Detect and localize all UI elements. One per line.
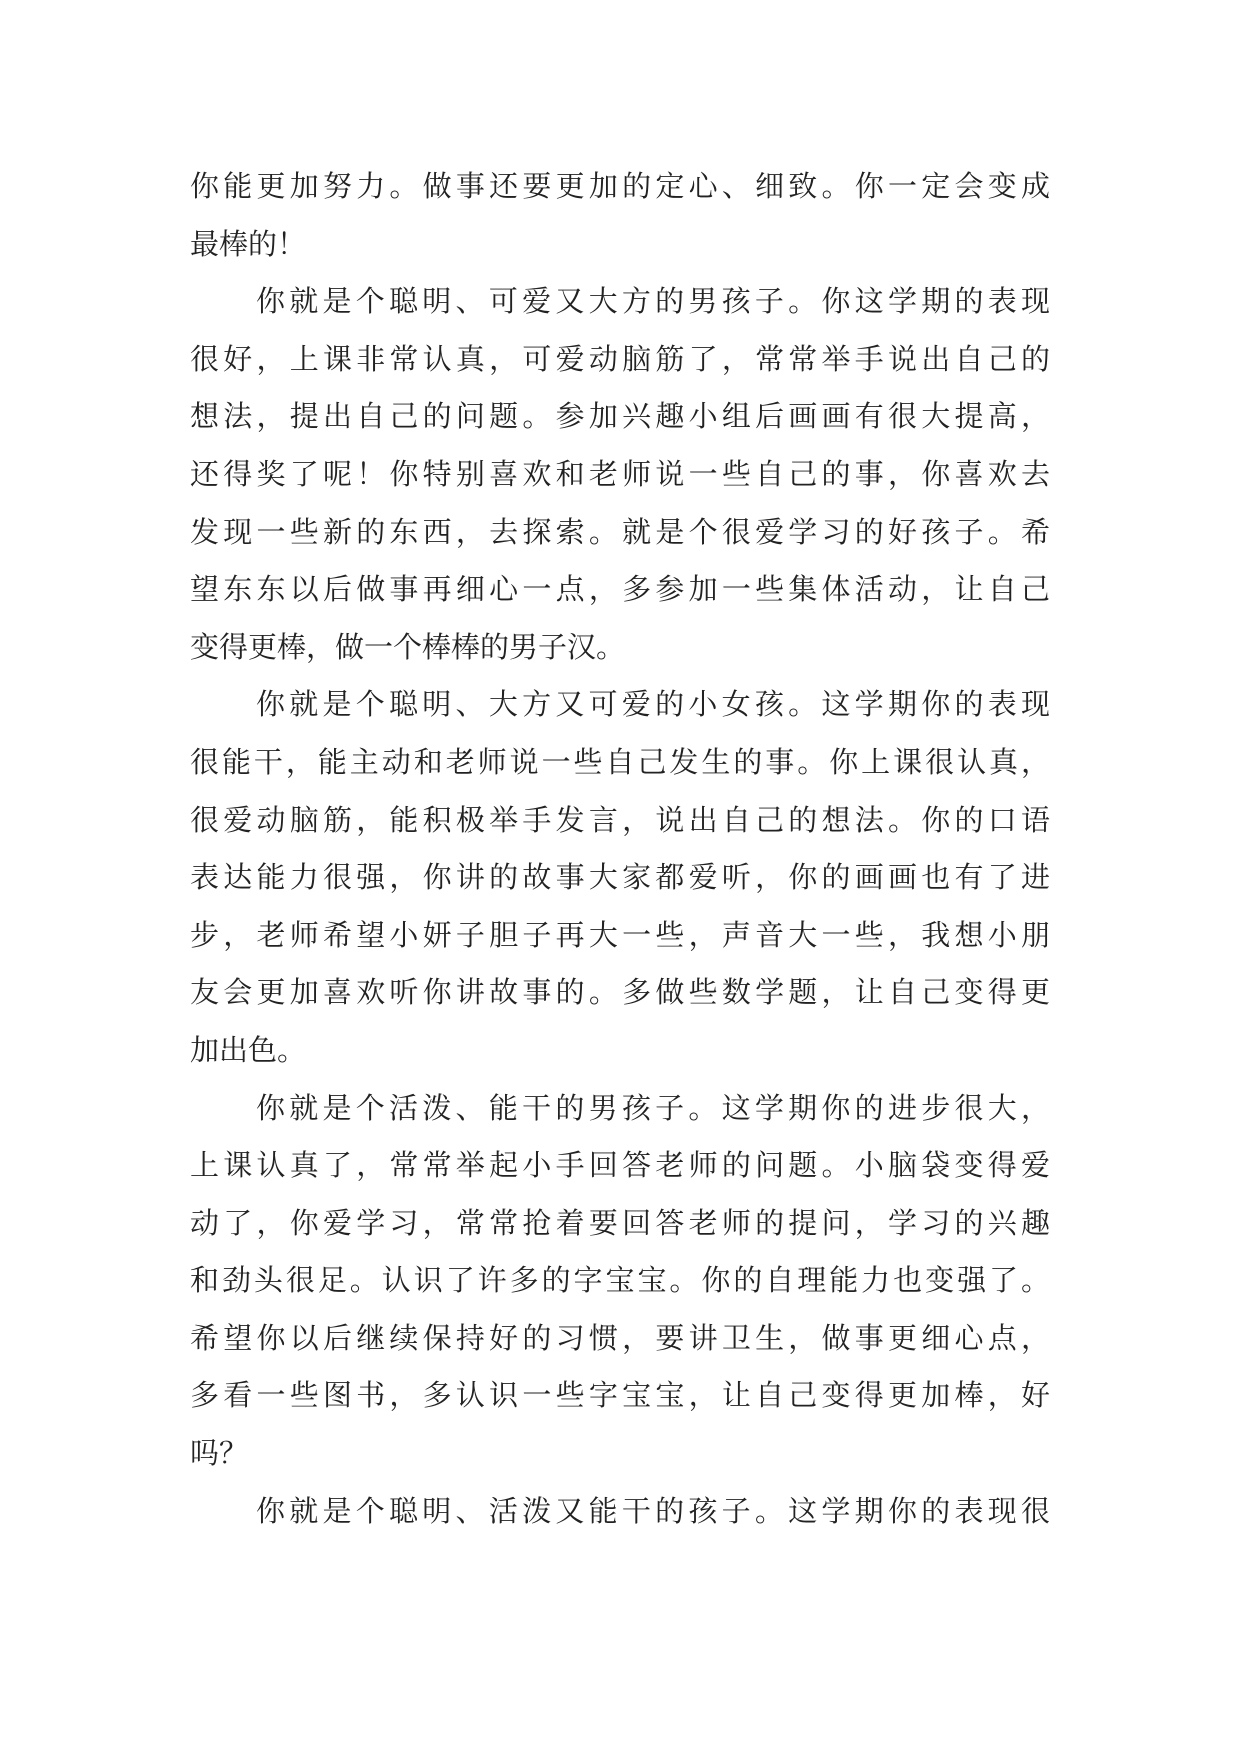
text-line: 和劲头很足。认识了许多的字宝宝。你的自理能力也变强了。 <box>190 1263 1050 1298</box>
text-line: 很能干，能主动和老师说一些自己发生的事。你上课很认真， <box>190 744 1050 779</box>
text-line: 吗？ <box>190 1436 249 1471</box>
text-line: 动了，你爱学习，常常抢着要回答老师的提问，学习的兴趣 <box>190 1205 1050 1240</box>
paragraph-4 <box>190 1080 1050 1483</box>
paragraph-1 <box>190 158 1050 273</box>
text-line: 表达能力很强，你讲的故事大家都爱听，你的画画也有了进 <box>190 860 1050 895</box>
document-page <box>190 158 1050 1540</box>
text-line: 步，老师希望小妍子胆子再大一些，声音大一些，我想小朋 <box>190 917 1050 952</box>
text-line: 你就是个聪明、可爱又大方的男孩子。你这学期的表现 <box>256 284 1050 319</box>
text-line: 很好，上课非常认真，可爱动脑筋了，常常举手说出自己的 <box>190 341 1050 376</box>
paragraph-2 <box>190 273 1050 676</box>
paragraph-3 <box>190 676 1050 1079</box>
text-line: 友会更加喜欢听你讲故事的。多做些数学题，让自己变得更 <box>190 975 1050 1010</box>
text-line: 多看一些图书，多认识一些字宝宝，让自己变得更加棒，好 <box>190 1378 1050 1413</box>
text-line: 你就是个聪明、活泼又能干的孩子。这学期你的表现很 <box>256 1493 1050 1528</box>
paragraph-5 <box>190 1483 1050 1541</box>
text-line: 上课认真了，常常举起小手回答老师的问题。小脑袋变得爱 <box>190 1148 1050 1183</box>
text-line: 变得更棒，做一个棒棒的男子汉。 <box>190 629 626 664</box>
text-line: 想法，提出自己的问题。参加兴趣小组后画画有很大提高， <box>190 399 1050 434</box>
text-line: 加出色。 <box>190 1032 307 1067</box>
text-line: 希望你以后继续保持好的习惯，要讲卫生，做事更细心点， <box>190 1320 1050 1355</box>
text-line: 发现一些新的东西，去探索。就是个很爱学习的好孩子。希 <box>190 514 1050 549</box>
text-line: 你能更加努力。做事还要更加的定心、细致。你一定会变成 <box>190 169 1050 203</box>
text-line: 你就是个活泼、能干的男孩子。这学期你的进步很大， <box>256 1090 1050 1125</box>
text-line: 最棒的！ <box>190 226 307 261</box>
text-line: 你就是个聪明、大方又可爱的小女孩。这学期你的表现 <box>256 687 1050 722</box>
text-line: 望东东以后做事再细心一点，多参加一些集体活动，让自己 <box>190 572 1050 607</box>
text-line: 还得奖了呢！你特别喜欢和老师说一些自己的事，你喜欢去 <box>190 456 1050 491</box>
text-line: 很爱动脑筋，能积极举手发言，说出自己的想法。你的口语 <box>190 802 1050 837</box>
